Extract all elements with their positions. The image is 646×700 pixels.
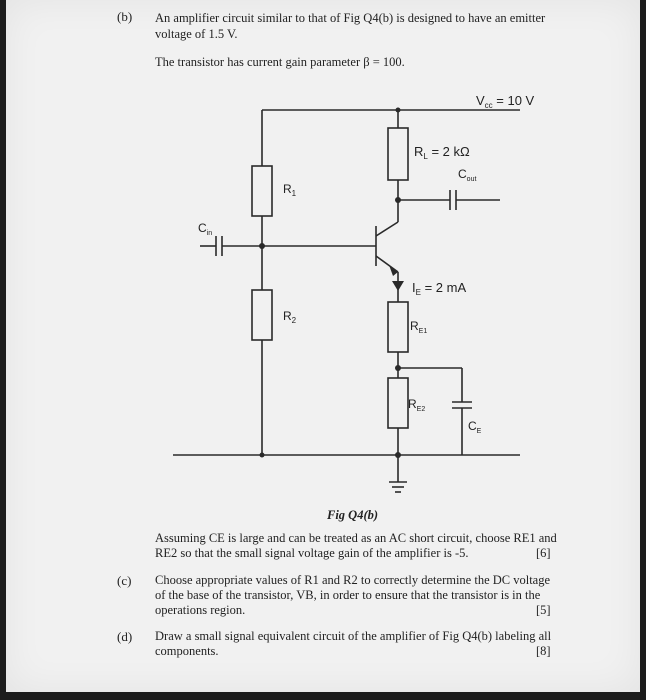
resistor-rl — [388, 128, 408, 180]
part-b-line-1: An amplifier circuit similar to that of Fig Q4(b) is designed to have an emitter — [155, 11, 546, 25]
part-b-line-3: The transistor has current gain parameter β = 100. — [155, 55, 405, 69]
rl-label: $R_L = 2$ kΩ — [414, 144, 470, 161]
r1-label: $R_1$ — [283, 182, 297, 198]
r2-label: $R_2$ — [283, 309, 297, 325]
cout-label: $C_{out}$ — [458, 167, 477, 183]
part-c-line-3: operations region. — [155, 603, 246, 617]
part-d-label: (d) — [117, 629, 133, 644]
ce-label: $C_E$ — [468, 419, 482, 435]
resistor-re2 — [388, 378, 408, 428]
figure-caption: Fig Q4(b) — [327, 508, 379, 522]
part-c-line-1: Choose appropriate values of R1 and R2 to correctly determine the DC voltage — [155, 573, 551, 587]
assume-line-1: Assuming CE is large and can be treated as an AC short circuit, choose RE1 and — [155, 531, 557, 545]
part-d-line-2: components. — [155, 644, 219, 658]
re1-label: $R_{E1}$ — [410, 319, 428, 335]
part-b-label: (b) — [117, 9, 133, 24]
resistor-r1 — [252, 166, 272, 216]
part-c-label: (c) — [117, 573, 132, 588]
assume-marks: [6] — [536, 546, 551, 560]
resistor-r2 — [252, 290, 272, 340]
part-c-marks: [5] — [536, 603, 551, 617]
part-b-line-2: voltage of 1.5 V. — [155, 27, 238, 41]
part-d-line-1: Draw a small signal equivalent circuit of the amplifier of Fig Q4(b) labeling all — [155, 629, 552, 643]
resistor-re1 — [388, 302, 408, 352]
re2-label: $R_{E2}$ — [408, 397, 426, 413]
ie-label: $I_E = 2$ mA — [412, 280, 467, 297]
cin-label: $C_{in}$ — [198, 221, 213, 237]
part-d-marks: [8] — [536, 644, 551, 658]
part-c-line-2: of the base of the transistor, VB, in order to ensure that the transistor is in the — [155, 588, 541, 602]
vcc-label: $V_{cc} = 10$ V — [476, 93, 535, 110]
assume-line-2: RE2 so that the small signal voltage gain of the amplifier is -5. — [155, 546, 469, 560]
